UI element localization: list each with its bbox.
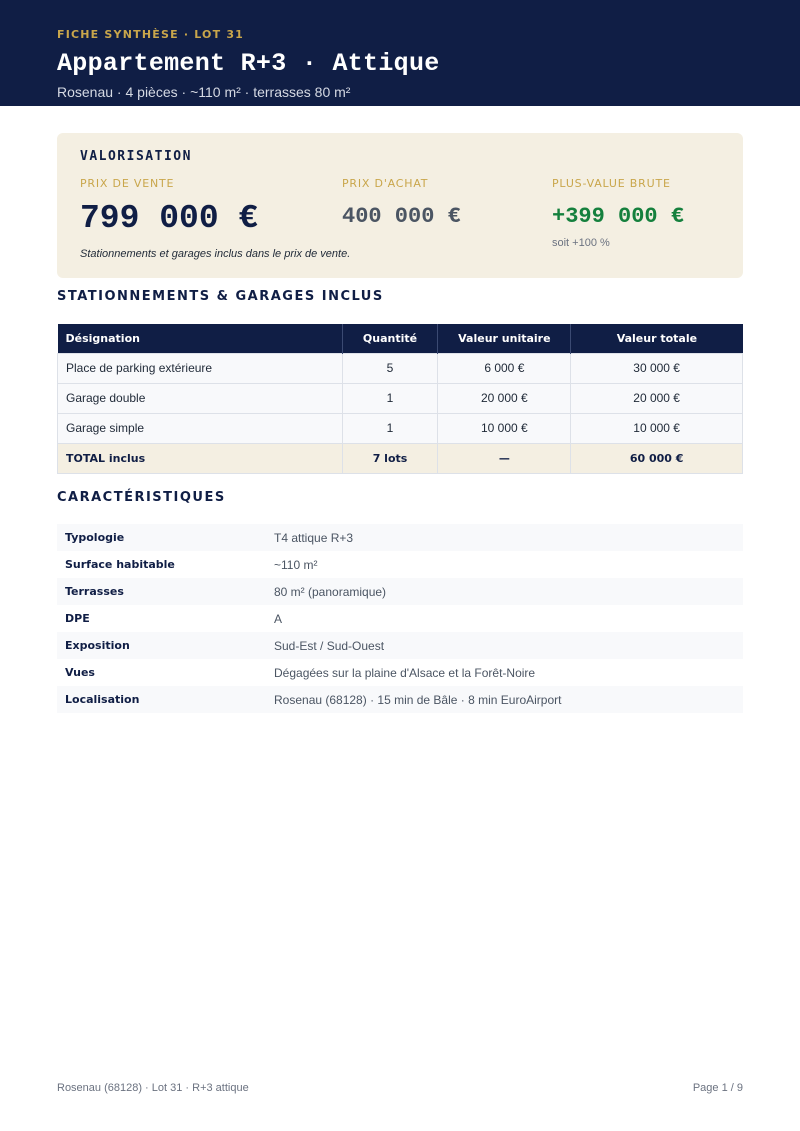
table-row <box>58 413 743 443</box>
parking-section-title: STATIONNEMENTS & GARAGES INCLUS <box>57 289 384 304</box>
column-header: Quantité <box>342 324 438 353</box>
characteristic-row <box>57 686 743 713</box>
characteristic-value: Rosenau (68128) · 15 min de Bâle · 8 min EuroAirport <box>274 692 562 707</box>
characteristic-key: Terrasses <box>65 585 124 598</box>
characteristic-value: T4 attique R+3 <box>274 530 354 545</box>
footer-left: Rosenau (68128) · Lot 31 · R+3 attique <box>57 1082 249 1094</box>
column-header: Désignation <box>58 324 343 353</box>
valorisation-title: VALORISATION <box>80 149 192 164</box>
table-cell: Garage simple <box>58 413 343 443</box>
parking-table <box>57 324 743 474</box>
gain-block <box>552 177 684 249</box>
characteristic-key: Surface habitable <box>65 558 175 571</box>
sale-price-block <box>80 177 258 237</box>
table-header-row <box>58 324 743 353</box>
column-header: Valeur unitaire <box>438 324 571 353</box>
characteristic-key: DPE <box>65 612 90 625</box>
characteristic-value: Dégagées sur la plaine d'Alsace et la Forêt-Noire <box>274 665 536 680</box>
table-cell: 6 000 € <box>438 353 571 383</box>
table-cell: 10 000 € <box>571 413 743 443</box>
page-header <box>0 0 800 106</box>
purchase-price-block <box>342 177 461 229</box>
characteristic-key: Exposition <box>65 639 130 652</box>
characteristic-value: 80 m² (panoramique) <box>274 584 387 599</box>
characteristics-list <box>57 524 743 713</box>
characteristic-row <box>57 605 743 632</box>
characteristic-row <box>57 578 743 605</box>
gain-label: PLUS-VALUE BRUTE <box>552 177 671 190</box>
table-cell: Place de parking extérieure <box>58 353 343 383</box>
page-subtitle: Rosenau · 4 pièces · ~110 m² · terrasses 80 m² <box>57 84 351 100</box>
table-cell: 1 <box>342 413 438 443</box>
purchase-price-value: 400 000 € <box>342 204 461 229</box>
characteristic-key: Typologie <box>65 531 125 544</box>
column-header: Valeur totale <box>571 324 743 353</box>
page-number: Page 1 / 9 <box>692 1082 743 1094</box>
table-cell: 20 000 € <box>438 383 571 413</box>
characteristic-value: A <box>274 611 283 626</box>
gain-note: soit +100 % <box>552 237 610 249</box>
table-cell: 5 <box>342 353 438 383</box>
characteristic-row <box>57 551 743 578</box>
table-cell: 10 000 € <box>438 413 571 443</box>
valorisation-note: Stationnements et garages inclus dans le prix de vente. <box>80 248 351 260</box>
characteristic-key: Localisation <box>65 693 140 706</box>
table-cell: TOTAL inclus <box>58 443 343 473</box>
table-cell: 7 lots <box>342 443 438 473</box>
sale-price-value: 799 000 € <box>80 200 259 237</box>
header-kicker: FICHE SYNTHÈSE · LOT 31 <box>57 28 245 41</box>
valorisation-card <box>57 133 743 278</box>
characteristic-row <box>57 524 743 551</box>
table-cell: 20 000 € <box>571 383 743 413</box>
characteristics-section-title: CARACTÉRISTIQUES <box>57 490 226 505</box>
table-row <box>58 353 743 383</box>
table-cell: 30 000 € <box>571 353 743 383</box>
table-total-row <box>58 443 743 473</box>
characteristic-row <box>57 632 743 659</box>
sale-price-label: PRIX DE VENTE <box>80 177 175 190</box>
gain-value: +399 000 € <box>552 204 685 229</box>
table-cell: Garage double <box>58 383 343 413</box>
page-title: Appartement R+3 · Attique <box>57 49 440 78</box>
characteristic-key: Vues <box>65 666 95 679</box>
purchase-price-label: PRIX D'ACHAT <box>342 177 429 190</box>
table-row <box>58 383 743 413</box>
characteristic-value: Sud-Est / Sud-Ouest <box>274 638 385 653</box>
characteristic-value: ~110 m² <box>274 557 318 572</box>
table-cell: — <box>438 443 571 473</box>
table-cell: 1 <box>342 383 438 413</box>
table-cell: 60 000 € <box>571 443 743 473</box>
characteristic-row <box>57 659 743 686</box>
